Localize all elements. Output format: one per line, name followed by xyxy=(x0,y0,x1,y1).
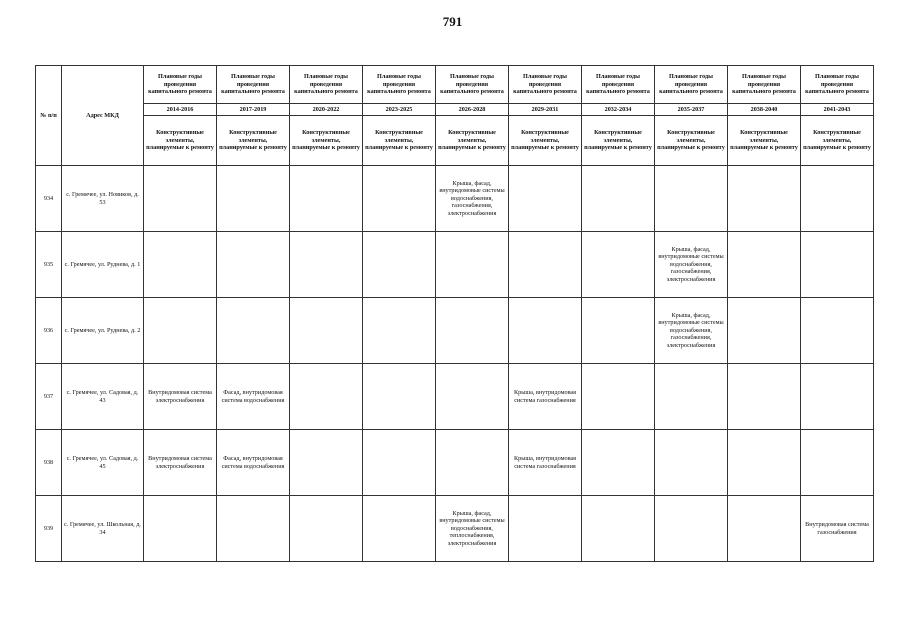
repair-elements-cell xyxy=(582,166,655,232)
repair-elements-cell: Крыша, фасад, внутридомовые системы водоснабжения, газоснабжения, электроснабжения xyxy=(436,166,509,232)
repair-elements-cell xyxy=(509,232,582,298)
repair-elements-cell xyxy=(728,298,801,364)
period-header: Плановые годы проведения капитального ремонта xyxy=(436,66,509,104)
period-header: Плановые годы проведения капитального ремонта xyxy=(801,66,874,104)
row-address: с. Гремячее, ул. Руднева, д. 2 xyxy=(62,298,144,364)
repair-elements-cell xyxy=(290,430,363,496)
page-number: 791 xyxy=(442,14,463,29)
repair-elements-cell xyxy=(582,430,655,496)
repair-elements-cell xyxy=(436,364,509,430)
repair-elements-cell xyxy=(655,430,728,496)
repair-elements-cell xyxy=(801,166,874,232)
repair-elements-cell xyxy=(728,364,801,430)
year-range: 2038-2040 xyxy=(728,104,801,116)
repair-elements-cell xyxy=(290,496,363,562)
repair-elements-cell xyxy=(728,496,801,562)
period-header: Плановые годы проведения капитального ремонта xyxy=(217,66,290,104)
repair-elements-cell xyxy=(144,166,217,232)
repair-elements-cell xyxy=(217,496,290,562)
repair-elements-cell xyxy=(801,364,874,430)
repair-elements-cell xyxy=(655,166,728,232)
repair-elements-cell xyxy=(582,232,655,298)
repair-elements-cell xyxy=(728,232,801,298)
repair-elements-cell xyxy=(509,496,582,562)
row-address: с. Гремячее, ул. Руднева, д. 1 xyxy=(62,232,144,298)
repair-elements-cell xyxy=(363,430,436,496)
repair-elements-cell xyxy=(363,364,436,430)
elements-header: Конструктивные элементы, планируемые к ремонту xyxy=(144,116,217,166)
elements-header: Конструктивные элементы, планируемые к ремонту xyxy=(290,116,363,166)
year-range: 2029-2031 xyxy=(509,104,582,116)
repair-elements-cell xyxy=(509,298,582,364)
period-header: Плановые годы проведения капитального ремонта xyxy=(655,66,728,104)
elements-header: Конструктивные элементы, планируемые к ремонту xyxy=(436,116,509,166)
repair-elements-cell xyxy=(290,232,363,298)
repair-elements-cell: Крыша, фасад, внутридомовые системы водоснабжения, газоснабжения, электроснабжения xyxy=(655,232,728,298)
row-number: 939 xyxy=(36,496,62,562)
year-range: 2035-2037 xyxy=(655,104,728,116)
repair-elements-cell xyxy=(436,232,509,298)
repair-elements-cell: Внутридомовая система электроснабжения xyxy=(144,430,217,496)
repair-elements-cell xyxy=(728,430,801,496)
row-address: с. Гремячее, ул. Садовая, д. 45 xyxy=(62,430,144,496)
repair-elements-cell: Внутридомовая система газоснабжения xyxy=(801,496,874,562)
repair-elements-cell xyxy=(144,298,217,364)
year-range: 2017-2019 xyxy=(217,104,290,116)
table-row xyxy=(36,166,874,232)
year-range: 2023-2025 xyxy=(363,104,436,116)
year-range: 2020-2022 xyxy=(290,104,363,116)
row-address: с. Гремячее, ул. Школьная, д. 34 xyxy=(62,496,144,562)
repair-elements-cell xyxy=(436,298,509,364)
year-range: 2041-2043 xyxy=(801,104,874,116)
table-body xyxy=(36,166,874,562)
repair-elements-cell: Крыша, внутридомовая система газоснабжения xyxy=(509,430,582,496)
repair-elements-cell xyxy=(217,166,290,232)
year-range: 2032-2034 xyxy=(582,104,655,116)
repair-elements-cell xyxy=(582,496,655,562)
row-address: с. Гремячее, ул. Садовая, д. 43 xyxy=(62,364,144,430)
repair-elements-cell xyxy=(363,232,436,298)
row-number: 935 xyxy=(36,232,62,298)
year-range: 2026-2028 xyxy=(436,104,509,116)
period-header: Плановые годы проведения капитального ремонта xyxy=(363,66,436,104)
table-row xyxy=(36,364,874,430)
elements-header: Конструктивные элементы, планируемые к ремонту xyxy=(217,116,290,166)
elements-header: Конструктивные элементы, планируемые к ремонту xyxy=(509,116,582,166)
row-address: с. Гремячее, ул. Новиков, д. 53 xyxy=(62,166,144,232)
period-header: Плановые годы проведения капитального ремонта xyxy=(582,66,655,104)
repair-elements-cell xyxy=(582,364,655,430)
repair-elements-cell: Внутридомовая система электроснабжения xyxy=(144,364,217,430)
repair-elements-cell xyxy=(290,166,363,232)
repair-elements-cell xyxy=(363,298,436,364)
col-num-header: № п/п xyxy=(36,66,62,166)
table-row xyxy=(36,232,874,298)
repair-elements-cell xyxy=(509,166,582,232)
period-header: Плановые годы проведения капитального ремонта xyxy=(144,66,217,104)
table-row xyxy=(36,496,874,562)
elements-header: Конструктивные элементы, планируемые к ремонту xyxy=(655,116,728,166)
repair-elements-cell xyxy=(655,496,728,562)
row-number: 937 xyxy=(36,364,62,430)
repair-elements-cell xyxy=(801,298,874,364)
repair-elements-cell xyxy=(144,496,217,562)
repair-elements-cell: Крыша, фасад, внутридомовые системы водоснабжения, теплоснабжения, электроснабжения xyxy=(436,496,509,562)
elements-header: Конструктивные элементы, планируемые к ремонту xyxy=(801,116,874,166)
table-row xyxy=(36,298,874,364)
repair-plan-table xyxy=(35,65,874,562)
repair-elements-cell xyxy=(801,430,874,496)
row-number: 936 xyxy=(36,298,62,364)
repair-elements-cell xyxy=(290,364,363,430)
repair-elements-cell xyxy=(217,298,290,364)
row-number: 934 xyxy=(36,166,62,232)
elements-header: Конструктивные элементы, планируемые к ремонту xyxy=(363,116,436,166)
repair-elements-cell: Фасад, внутридомовая система водоснабжения xyxy=(217,364,290,430)
table-header xyxy=(36,66,874,166)
repair-elements-cell xyxy=(290,298,363,364)
repair-elements-cell: Фасад, внутридомовая система водоснабжения xyxy=(217,430,290,496)
repair-elements-cell xyxy=(801,232,874,298)
repair-elements-cell: Крыша, фасад, внутридомовые системы водоснабжения, газоснабжения, электроснабжения xyxy=(655,298,728,364)
elements-header: Конструктивные элементы, планируемые к ремонту xyxy=(728,116,801,166)
repair-elements-cell xyxy=(363,166,436,232)
repair-elements-cell xyxy=(582,298,655,364)
repair-elements-cell xyxy=(144,232,217,298)
period-header: Плановые годы проведения капитального ремонта xyxy=(290,66,363,104)
table-row xyxy=(36,430,874,496)
repair-elements-cell xyxy=(655,364,728,430)
period-header: Плановые годы проведения капитального ремонта xyxy=(728,66,801,104)
repair-elements-cell xyxy=(436,430,509,496)
row-number: 938 xyxy=(36,430,62,496)
col-address-header: Адрес МКД xyxy=(62,66,144,166)
repair-elements-cell xyxy=(363,496,436,562)
year-range: 2014-2016 xyxy=(144,104,217,116)
period-header: Плановые годы проведения капитального ремонта xyxy=(509,66,582,104)
elements-header: Конструктивные элементы, планируемые к ремонту xyxy=(582,116,655,166)
repair-elements-cell: Крыша, внутридомовая система газоснабжения xyxy=(509,364,582,430)
repair-elements-cell xyxy=(217,232,290,298)
repair-elements-cell xyxy=(728,166,801,232)
